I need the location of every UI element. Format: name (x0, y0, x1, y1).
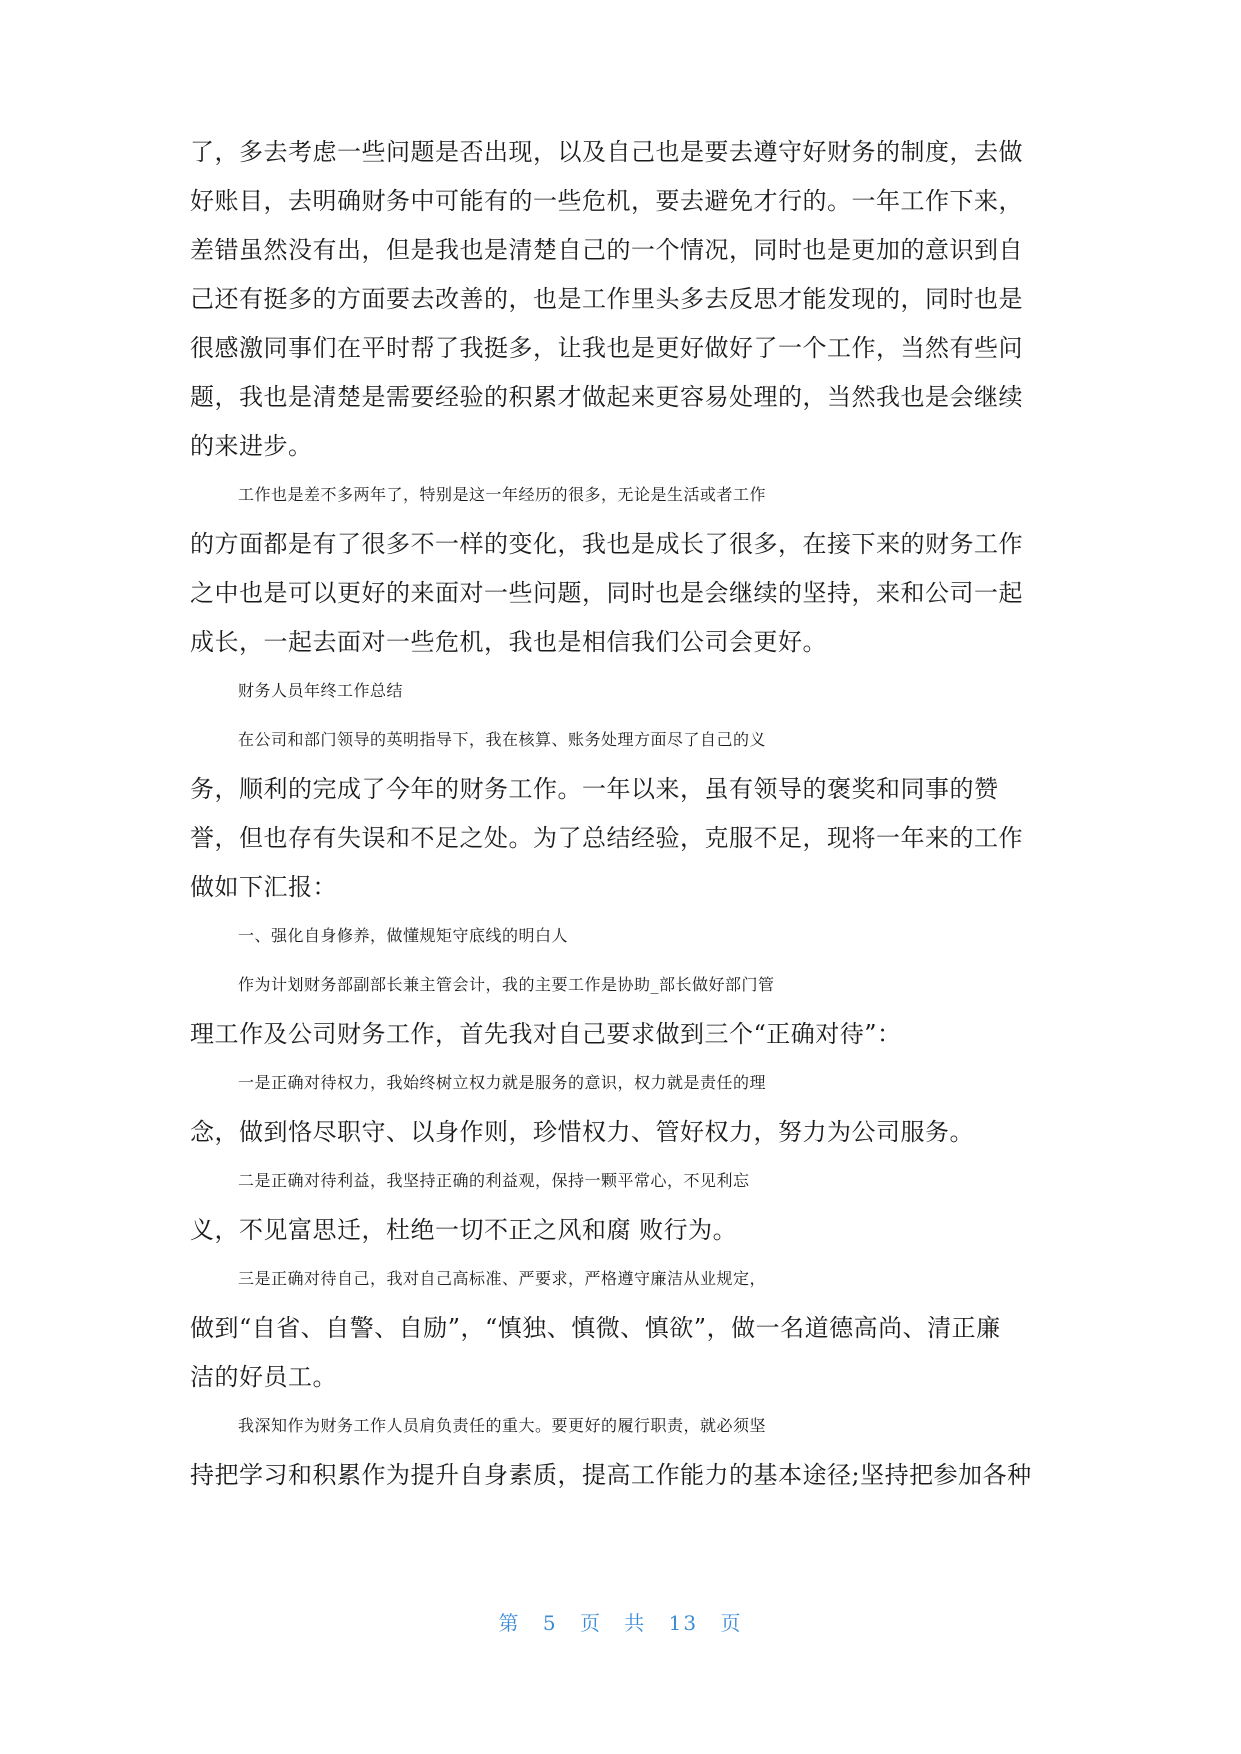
body-text-line: 了，多去考虑一些问题是否出现，以及自己也是要去遵守好财务的制度，去做 (190, 138, 1023, 166)
section-heading: 财务人员年终工作总结 (238, 681, 404, 700)
body-text-line: 的方面都是有了很多不一样的变化，我也是成长了很多，在接下来的财务工作 (190, 530, 1023, 558)
body-text-line: 念，做到恪尽职守、以身作则，珍惜权力、管好权力，努力为公司服务。 (190, 1118, 974, 1146)
body-text-line: 理工作及公司财务工作，首先我对自己要求做到三个“正确对待”： (190, 1020, 902, 1048)
body-text-line: 差错虽然没有出，但是我也是清楚自己的一个情况，同时也是更加的意识到自 (190, 236, 1023, 264)
body-text-line: 做如下汇报： (190, 873, 337, 901)
body-text-line: 的来进步。 (190, 432, 313, 460)
paragraph-first-line: 在公司和部门领导的英明指导下，我在核算、账务处理方面尽了自己的义 (238, 730, 767, 749)
body-text-line: 很感激同事们在平时帮了我挺多，让我也是更好做好了一个工作，当然有些问 (190, 334, 1023, 362)
body-text-line: 成长，一起去面对一些危机，我也是相信我们公司会更好。 (190, 628, 827, 656)
body-text-line: 务，顺利的完成了今年的财务工作。一年以来，虽有领导的褒奖和同事的赞 (190, 775, 999, 803)
body-text-line: 义，不见富思迁，杜绝一切不正之风和腐 败行为。 (190, 1216, 738, 1244)
body-text-line: 之中也是可以更好的来面对一些问题，同时也是会继续的坚持，来和公司一起 (190, 579, 1023, 607)
paragraph-first-line: 一是正确对待权力，我始终树立权力就是服务的意识，权力就是责任的理 (238, 1073, 767, 1092)
subsection-heading: 一、强化自身修养，做懂规矩守底线的明白人 (238, 926, 569, 945)
body-text-line: 洁的好员工。 (190, 1363, 337, 1391)
paragraph-first-line: 二是正确对待利益，我坚持正确的利益观，保持一颗平常心，不见利忘 (238, 1171, 750, 1190)
paragraph-first-line: 作为计划财务部副部长兼主管会计，我的主要工作是协助_部长做好部门管 (238, 975, 775, 994)
body-text-line: 好账目，去明确财务中可能有的一些危机，要去避免才行的。一年工作下来， (190, 187, 1023, 215)
body-text-line: 做到“自省、自警、自励”，“慎独、慎微、慎欲”，做一名道德高尚、清正廉 (190, 1314, 1001, 1342)
page-number-footer: 第 5 页 共 13 页 (498, 1611, 743, 1635)
body-text-line: 誉，但也存有失误和不足之处。为了总结经验，克服不足，现将一年来的工作 (190, 824, 1023, 852)
body-text-line: 持把学习和积累作为提升自身素质，提高工作能力的基本途径;坚持把参加各种 (190, 1461, 1032, 1489)
body-text-line: 题，我也是清楚是需要经验的积累才做起来更容易处理的，当然我也是会继续 (190, 383, 1023, 411)
paragraph-first-line: 三是正确对待自己，我对自己高标准、严要求，严格遵守廉洁从业规定， (238, 1269, 767, 1288)
paragraph-first-line: 我深知作为财务工作人员肩负责任的重大。要更好的履行职责，就必须坚 (238, 1416, 767, 1435)
body-text-line: 己还有挺多的方面要去改善的，也是工作里头多去反思才能发现的，同时也是 (190, 285, 1023, 313)
paragraph-first-line: 工作也是差不多两年了，特别是这一年经历的很多，无论是生活或者工作 (238, 485, 767, 504)
